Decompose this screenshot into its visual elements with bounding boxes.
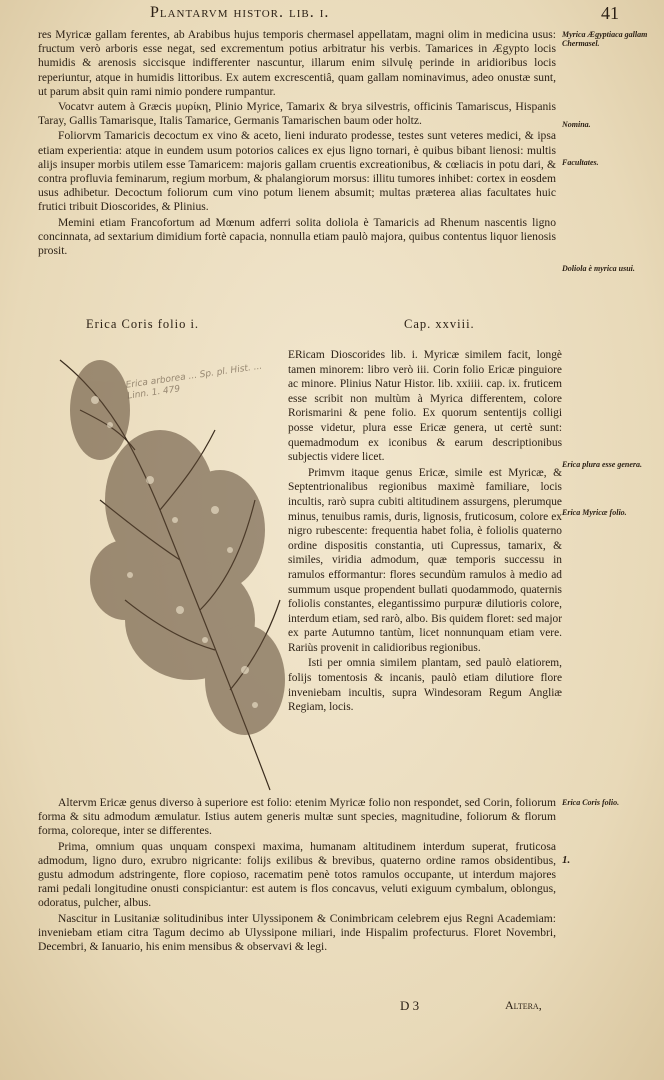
catchword: Altera,	[505, 998, 542, 1012]
margin-note-facultates: Facultates.	[562, 158, 599, 167]
margin-note-number: 1.	[562, 854, 571, 866]
paragraph-doliola: Memini etiam Francofortum ad Mœnum adferri solita doliola è Tamaricis ad Rhenum nascentis ligno concinnata, ad sextarium dimidium fortè capacia, nonnulla etiam paulò majora, quibus contentus liquor lienosis prosit.	[38, 215, 556, 258]
paragraph-primum: Primvm itaque genus Ericæ, simile est Myricæ, & Septentrionalibus regionibus maximè familiare, locis incultis, rarò supra cubiti altitudinem assurgens, plerumque minus, tenuibus ramis, duris, lignosis, fruticosum, colore ex nigro rubescente: frequentia habet folia, è foliolis quaterno ordine dispositis constantia, uti Cupressus, tamarix, & similes, viridia admodum, quæ temporis successu in ramulos efformantur: flores secundùm ramulos à medio ad summum usque propendent bullati quodammodo, quaternis foliolis constantes, elegantissimo purpuræ dilutioris colore, interdum etiam, sed rarò, albo. Bis quidem floret: sed major ex parte Autumno tantùm, licet nonnunquam etiam vere. Rariùs provenit in calidioribus regionibus.	[288, 466, 562, 654]
paragraph-alterum: Altervm Ericæ genus diverso à superiore est folio: etenim Myricæ folio non respondet, sed Corin, foliorum forma & situ admodum æmulatur. Istius autem generis multæ sunt species, magnitudine, foliorum & florum forma, coloreque, inter se differentes.	[38, 796, 556, 838]
paragraph-ericam: ERicam Dioscorides lib. i. Myricæ similem facit, longè tamen minorem: libro verò iii. Corin folio Ericæ pinguiore ac minore. Plinius Natur Histor. lib. xxiiii. cap. ix. fruticem esse scribit non multùm à Myrica differentem, colore Rorismarini & pene folio. Ex quorum sententijs colligi posse videtur, plura esse Ericæ genera, ut certè sunt: quemadmodum ex iconibus & earum descriptionibus subjectis videre licet.	[288, 349, 562, 464]
margin-note-coris-folio: Erica Coris folio.	[562, 798, 620, 807]
running-title: Plantarvm histor. lib. i.	[150, 4, 330, 21]
margin-note-nomina: Nomina.	[562, 120, 591, 129]
chapter-heading: Cap. xxviii.	[404, 317, 475, 331]
paragraph-facultates: Foliorvm Tamaricis decoctum ex vino & aceto, lieni indurato prodesse, testes sunt veteres medici, & ipsa etiam experientia: atque in eundem usum potorios calices ex ejus ligno tornari, è quibus bibant lienosi: multis alijs insuper morbis utilem esse Tamaricem: majoris gallam cruentis excreationibus, & cœliacis in potu dari, & contra profluvia feminarum, regium morbum, & phalangiorum morsus: illitu tumores inhibet: cortex in eosdem usus adhibetur. Decoctum foliorum cum vino potum lienem absumit; multas præterea alias facultates huic frutici tribuit Dioscorides, & Plinius.	[38, 129, 556, 214]
chapter-column-text	[288, 348, 562, 716]
margin-note-chermasel: Myrica Ægyptiaca gallam Chermasel.	[562, 30, 648, 48]
signature-mark: D 3	[400, 998, 420, 1013]
page-number: 41	[601, 3, 619, 23]
figure-caption: Erica Coris folio i.	[86, 317, 200, 331]
handwritten-annotation: Erica arborea ... Sp. pl. Hist. ... Linn. 1. 479	[125, 361, 263, 402]
bottom-text-block	[38, 796, 556, 955]
paragraph-prima: Prima, omnium quas unquam conspexi maxima, humanam altitudinem interdum superat, fruticosa admodum, ligno duro, exrubro nigricante: folijs exilibus & brevibus, quaterno ordine ramos obsidentibus, gustu admodum adstringente, flore copioso, racematim penè totos ramulos occupante, ut interdum majores rami pedali longitudine onusti conspiciantur: est autem is flos concavus, veluti exiguum cymbalum, oblongus, odoratus, pulcher, albus.	[38, 839, 556, 910]
margin-note-plura-genera: Erica plura esse genera.	[562, 460, 642, 469]
paragraph-nascitur: Nascitur in Lusitaniæ solitudinibus inter Ulyssiponem & Conimbricam celebrem ejus Regni Academiam: inveniebam etiam citra Tagum decimo ab Ulyssipone miliari, inde Hispalim profecturus. Floret Novembri, Decembri, & Ianuario, his enim mensibus & observavi & legi.	[38, 911, 556, 954]
paragraph-nomina: Vocatvr autem à Græcis μυρίκη, Plinio Myrice, Tamarix & brya silvestris, officinis Tamariscus, Hispanis Taray, Gallis Tamarisque, Italis Tamarice, Germanis Tamarischen baum oder holtz.	[38, 100, 556, 128]
margin-note-myricae-folio: Erica Myricæ folio.	[562, 508, 627, 517]
paragraph-isti: Isti per omnia similem plantam, sed paulò elatiorem, folijs tomentosis & incanis, paulò etiam dilutiore flore inveniebam incultis, supra Windesoram Regum Angliæ Regiam, locis.	[288, 657, 562, 714]
margin-note-doliola: Doliola è myrica usui.	[562, 264, 635, 273]
paragraph-galla: res Myricæ gallam ferentes, ab Arabibus hujus temporis chermasel appellatam, magni olim in medicina usus: fructum verò arboris esse negat, sed excrementum potius arbitratur his verbis. Tamarices in Ægypto locis humidis & arenosis siccisque indifferenter nascuntur, illarum enim silvulę perinde in aridioribus locis reperiuntur, atque in humidis littoribus. Ex autem excrescentiâ, quam gallam nominavimus, adeo onustæ sunt, ut parum absit quin rami nimio pondere rumpantur.	[38, 28, 556, 98]
top-text-block	[38, 28, 556, 259]
